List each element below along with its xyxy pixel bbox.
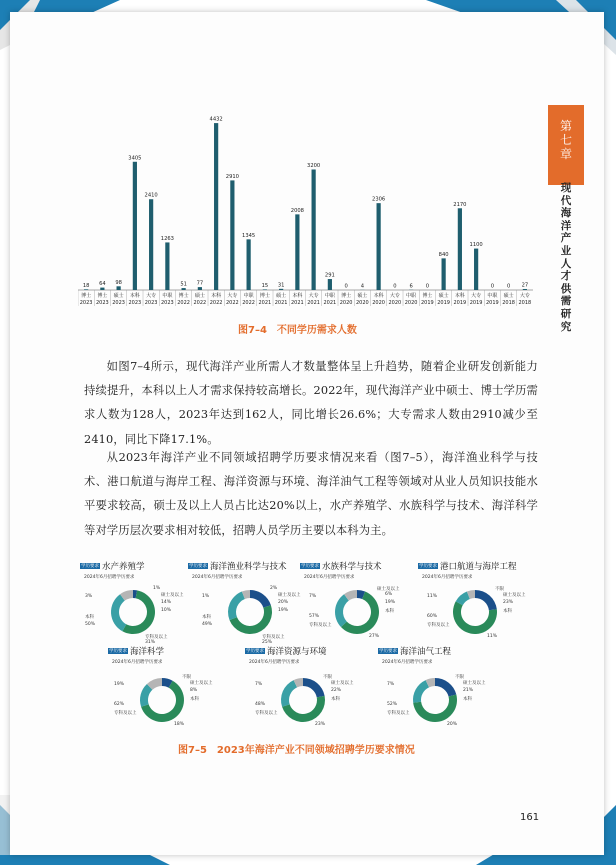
donut-label: 11% bbox=[487, 634, 498, 639]
donut-label: 20% bbox=[278, 600, 289, 605]
donut-tag: 学历要求 bbox=[81, 564, 99, 569]
donut-label: 1% bbox=[153, 586, 161, 591]
donut-label: 19% bbox=[385, 600, 396, 605]
donut-title: 水族科学与技术 bbox=[322, 562, 382, 572]
donut-label: 不限 bbox=[323, 675, 332, 680]
bar-value-label: 4432 bbox=[209, 116, 223, 123]
bar-value-label: 0 bbox=[425, 283, 430, 290]
donut-slice-专科及以上 bbox=[413, 680, 429, 703]
donut-label: 本科 bbox=[331, 697, 340, 702]
donut-subnote: 2024年6月招聘学历要求 bbox=[112, 660, 163, 665]
donut-label: 60% bbox=[427, 614, 438, 619]
donut-label: 3% bbox=[85, 594, 93, 599]
x-tick-label-degree: 本科 bbox=[211, 293, 222, 299]
donut-label: 7% bbox=[309, 594, 317, 599]
x-tick-label-degree: 中职 bbox=[324, 293, 335, 299]
donut-label: 25% bbox=[262, 640, 273, 645]
x-tick-label-year: 2023 bbox=[79, 300, 93, 306]
donut-title: 海洋油气工程 bbox=[400, 647, 452, 657]
x-tick-label-year: 2023 bbox=[144, 300, 158, 306]
bar-value-label: 0 bbox=[393, 283, 397, 290]
donut-label: 18% bbox=[174, 722, 185, 727]
x-tick-label-degree: 大专 bbox=[471, 293, 482, 299]
donut-label: 14% bbox=[161, 600, 172, 605]
x-tick-label-degree: 大专 bbox=[308, 293, 319, 299]
x-tick-label-year: 2019 bbox=[421, 300, 434, 306]
x-tick-label-degree: 硕士 bbox=[438, 293, 449, 299]
x-tick-label-year: 2021 bbox=[274, 300, 288, 306]
x-tick-label-year: 2018 bbox=[502, 300, 515, 306]
donut-label: 23% bbox=[503, 600, 514, 605]
x-tick-label-degree: 中职 bbox=[243, 293, 254, 299]
bar-value-label: 0 bbox=[506, 283, 511, 290]
x-tick-label-year: 2023 bbox=[128, 300, 142, 306]
donut-subnote: 2024年6月招聘学历要求 bbox=[84, 575, 135, 580]
x-tick-label-year: 2021 bbox=[323, 300, 337, 306]
donut-label: 本科 bbox=[385, 609, 394, 614]
x-tick-label-degree: 博士 bbox=[341, 293, 352, 299]
donut-label: 62% bbox=[114, 702, 125, 707]
donut-subnote: 2024年6月招聘学历要求 bbox=[304, 575, 355, 580]
x-tick-label-degree: 中职 bbox=[406, 293, 417, 299]
x-tick-label-degree: 硕士 bbox=[194, 293, 205, 299]
bar-value-label: 1100 bbox=[469, 242, 483, 249]
page-number: 161 bbox=[520, 812, 540, 823]
donut-title: 海洋科学 bbox=[130, 647, 165, 657]
donut-label: 31% bbox=[145, 640, 156, 645]
donut-label: 专科及以上 bbox=[427, 623, 450, 628]
donut-label: 硕士及以上 bbox=[190, 681, 213, 686]
x-tick-label-year: 2023 bbox=[161, 300, 174, 306]
donut-title: 海洋渔业科学与技术 bbox=[210, 562, 287, 572]
x-tick-label-degree: 大专 bbox=[389, 293, 400, 299]
x-tick-label-year: 2021 bbox=[258, 300, 272, 306]
donut-label: 本科 bbox=[463, 697, 472, 702]
bar-value-label: 0 bbox=[490, 283, 495, 290]
donut-tag: 学历要求 bbox=[246, 649, 264, 654]
donut-label: 本科 bbox=[190, 697, 199, 702]
donut-label: 不限 bbox=[495, 587, 504, 592]
donut-label: 硕士及以上 bbox=[331, 681, 354, 686]
bar-value-label: 31 bbox=[277, 282, 285, 289]
x-tick-label-year: 2022 bbox=[193, 300, 207, 306]
donut-label: 1% bbox=[202, 594, 210, 599]
x-tick-label-degree: 中职 bbox=[162, 293, 173, 299]
donut-label: 专科及以上 bbox=[309, 623, 332, 628]
bar-value-label: 2170 bbox=[453, 201, 467, 208]
bar-value-label: 2306 bbox=[372, 196, 386, 203]
donut-tag: 学历要求 bbox=[419, 564, 437, 569]
donut-label: 本科 bbox=[202, 615, 211, 620]
x-tick-label-degree: 大专 bbox=[146, 293, 157, 299]
bar-value-label: 4 bbox=[360, 283, 365, 290]
donut-tag: 学历要求 bbox=[189, 564, 207, 569]
x-tick-label-degree: 硕士 bbox=[113, 293, 124, 299]
chapter-label: 第七章 bbox=[559, 119, 572, 161]
bar-value-label: 1263 bbox=[160, 235, 174, 242]
x-tick-label-degree: 本科 bbox=[292, 293, 303, 299]
donut-label: 27% bbox=[369, 634, 380, 639]
x-tick-label-degree: 硕士 bbox=[357, 293, 368, 299]
donut-label: 50% bbox=[85, 622, 96, 627]
donut-label: 专科及以上 bbox=[145, 635, 168, 640]
donut-label: 本科 bbox=[503, 609, 512, 614]
x-tick-label-degree: 大专 bbox=[519, 293, 530, 299]
donut-subnote: 2024年6月招聘学历要求 bbox=[192, 575, 243, 580]
x-tick-label-degree: 本科 bbox=[373, 293, 384, 299]
donut-label: 20% bbox=[447, 722, 458, 727]
figure-7-5-caption: 图7–5 2023年海洋产业不同领域招聘学历要求情况 bbox=[178, 745, 415, 756]
donut-label: 48% bbox=[255, 702, 266, 707]
donut-label: 硕士及以上 bbox=[377, 587, 400, 592]
bar-value-label: 98 bbox=[115, 279, 122, 286]
x-tick-label-degree: 本科 bbox=[454, 293, 465, 299]
bar-value-label: 3200 bbox=[307, 162, 321, 169]
bar-value-label: 6 bbox=[409, 283, 413, 290]
bar-value-label: 64 bbox=[99, 281, 106, 288]
donut-label: 不限 bbox=[182, 675, 191, 680]
bar-value-label: 3405 bbox=[128, 155, 142, 162]
donut-label: 19% bbox=[114, 682, 125, 687]
x-tick-label-year: 2023 bbox=[96, 300, 109, 306]
donut-label: 49% bbox=[202, 622, 213, 627]
donut-label: 硕士及以上 bbox=[463, 681, 486, 686]
donut-subnote: 2024年6月招聘学历要求 bbox=[422, 575, 473, 580]
donut-tag: 学历要求 bbox=[109, 649, 127, 654]
bar-value-label: 2410 bbox=[144, 192, 158, 199]
chapter-title-vertical: 现代海洋产业人才供需研究 bbox=[560, 182, 572, 333]
bar-value-label: 0 bbox=[344, 283, 348, 290]
donut-label: 不限 bbox=[455, 675, 464, 680]
donut-label: 7% bbox=[255, 682, 263, 687]
donut-label: 52% bbox=[387, 702, 398, 707]
x-tick-label-year: 2018 bbox=[518, 300, 532, 306]
paragraph-1: 如图7–4所示，现代海洋产业所需人才数量整体呈上升趋势，随着企业研发创新能力持续提升，本科以上人才需求保持较高增长。2022年，现代海洋产业中硕士、博士学历需求人数为128人，2023年达到162人，同比增长26.6%；大专需求人数由2910减少至2410，同比下降17.1%。 bbox=[84, 360, 538, 446]
donut-title: 海洋资源与环境 bbox=[267, 647, 327, 657]
x-tick-label-year: 2022 bbox=[177, 300, 190, 306]
donut-label: 57% bbox=[309, 614, 320, 619]
bar-value-label: 77 bbox=[196, 280, 204, 287]
x-tick-label-degree: 博士 bbox=[259, 293, 270, 299]
donut-label: 23% bbox=[315, 722, 326, 727]
x-tick-label-degree: 博士 bbox=[178, 293, 189, 299]
x-tick-label-degree: 中职 bbox=[487, 293, 498, 299]
x-tick-label-year: 2021 bbox=[307, 300, 320, 306]
x-tick-label-year: 2020 bbox=[404, 300, 418, 306]
x-tick-label-degree: 博士 bbox=[81, 293, 92, 299]
donut-title: 港口航道与海岸工程 bbox=[440, 562, 517, 572]
donut-label: 19% bbox=[278, 608, 289, 613]
x-tick-label-degree: 硕士 bbox=[276, 293, 287, 299]
donut-label: 7% bbox=[387, 682, 395, 687]
donut-slice-硕士及以上 bbox=[435, 678, 456, 697]
x-tick-label-degree: 本科 bbox=[129, 293, 140, 299]
donut-label: 8% bbox=[190, 688, 198, 693]
x-tick-label-degree: 大专 bbox=[227, 293, 238, 299]
x-tick-label-year: 2019 bbox=[437, 300, 450, 306]
x-tick-label-degree: 博士 bbox=[422, 293, 433, 299]
bar-value-label: 1345 bbox=[242, 232, 256, 239]
x-tick-label-year: 2019 bbox=[453, 300, 467, 306]
donut-label: 硕士及以上 bbox=[503, 593, 526, 598]
bar-value-label: 840 bbox=[438, 251, 449, 258]
paragraph-2: 从2023年海洋产业不同领域招聘学历要求情况来看（图7–5），海洋渔业科学与技术、港口航道与海岸工程、海洋资源与环境、海洋油气工程等领域对从业人员知识技能水平要求较高，硕士及以上人员占比达20%以上，水产养殖学、水族科学与技术、海洋科学等对学历层次要求相对较低，招聘人员学历主要以本科为主。 bbox=[84, 451, 538, 537]
x-tick-label-year: 2020 bbox=[339, 300, 353, 306]
donut-title: 水产养殖学 bbox=[102, 562, 145, 572]
donut-tag: 学历要求 bbox=[301, 564, 319, 569]
donut-label: 22% bbox=[331, 688, 342, 693]
donut-label: 2% bbox=[270, 586, 278, 591]
donut-label: 本科 bbox=[85, 615, 94, 620]
donut-label: 硕士及以上 bbox=[161, 593, 184, 598]
donut-subnote: 2024年6月招聘学历要求 bbox=[382, 660, 433, 665]
x-tick-label-year: 2020 bbox=[388, 300, 402, 306]
x-tick-label-year: 2019 bbox=[469, 300, 483, 306]
donut-label: 专科及以上 bbox=[114, 711, 137, 716]
bar-value-label: 15 bbox=[261, 282, 269, 289]
donut-label: 11% bbox=[427, 594, 438, 599]
donut-label: 硕士及以上 bbox=[278, 593, 301, 598]
donut-label: 专科及以上 bbox=[262, 635, 285, 640]
donut-tag: 学历要求 bbox=[379, 649, 397, 654]
x-tick-label-year: 2019 bbox=[486, 300, 499, 306]
x-tick-label-year: 2021 bbox=[291, 300, 304, 306]
donut-label: 专科及以上 bbox=[387, 711, 410, 716]
bar-value-label: 51 bbox=[180, 281, 187, 288]
x-tick-label-year: 2023 bbox=[112, 300, 125, 306]
bar-value-label: 2910 bbox=[225, 173, 239, 180]
x-tick-label-year: 2022 bbox=[226, 300, 239, 306]
x-tick-label-year: 2022 bbox=[242, 300, 255, 306]
x-tick-label-degree: 博士 bbox=[97, 293, 108, 299]
figure-7-4-caption: 图7–4 不同学历需求人数 bbox=[238, 325, 357, 336]
bar-value-label: 18 bbox=[82, 282, 90, 289]
x-tick-label-year: 2022 bbox=[209, 300, 223, 306]
x-tick-label-year: 2020 bbox=[356, 300, 369, 306]
donut-label: 专科及以上 bbox=[255, 711, 278, 716]
donut-label: 6% bbox=[385, 592, 393, 597]
donut-label: 10% bbox=[161, 608, 172, 613]
donut-label: 21% bbox=[463, 688, 474, 693]
bar-value-label: 2008 bbox=[290, 207, 304, 214]
donut-subnote: 2024年6月招聘学历要求 bbox=[249, 660, 300, 665]
bar-value-label: 291 bbox=[324, 272, 335, 279]
x-tick-label-year: 2020 bbox=[372, 300, 385, 306]
bar-value-label: 27 bbox=[521, 282, 529, 289]
x-tick-label-degree: 硕士 bbox=[503, 293, 514, 299]
